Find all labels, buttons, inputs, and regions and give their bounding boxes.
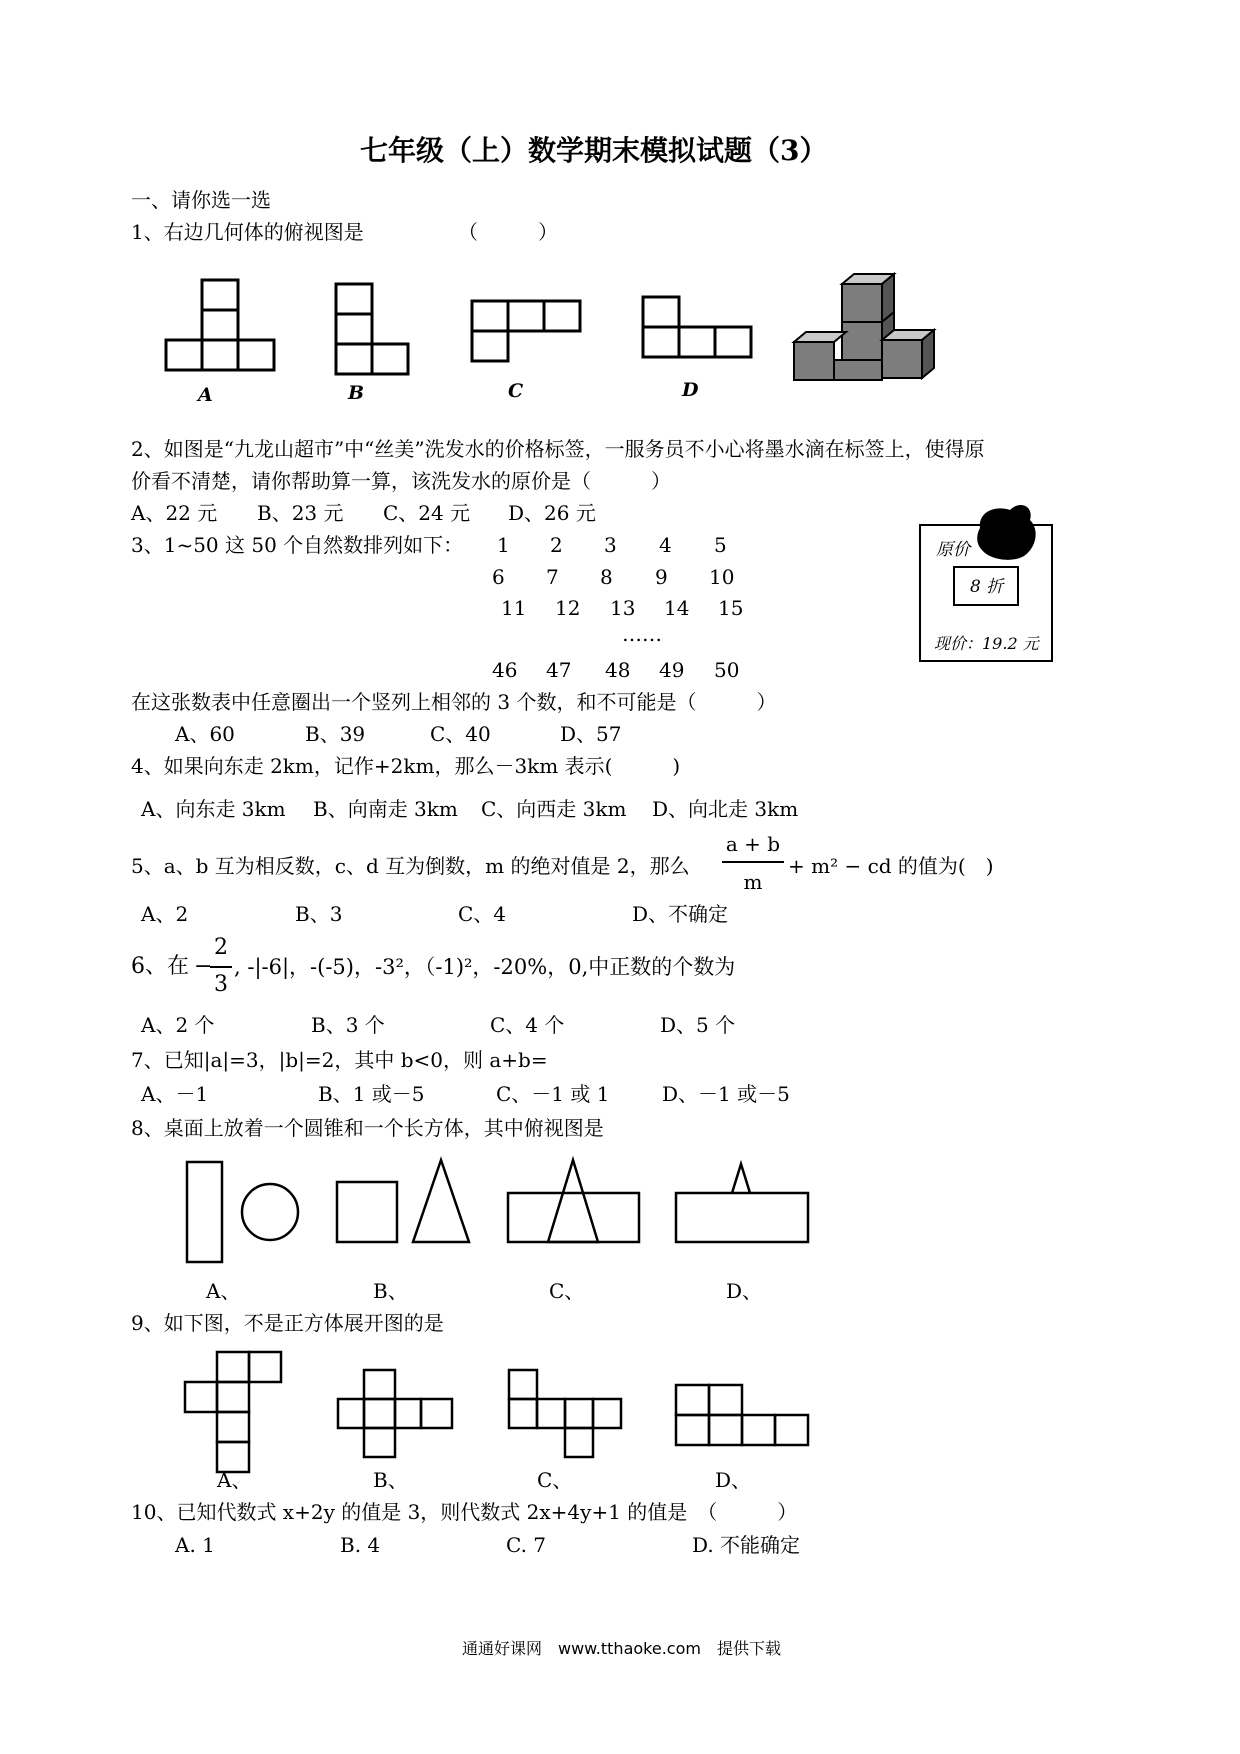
q2-line1: 2、如图是“九龙山超市”中“丝美”洗发水的价格标签，一服务员不小心将墨水滴在标签上，使得原 [131,437,985,461]
q4-option-a: A、向东走 3km [141,797,286,821]
q8-label-d: D、 [726,1279,763,1303]
q3-option-c: C、40 [430,722,491,746]
q3-cell: 48 [605,658,631,682]
q7-option-a: A、－1 [141,1082,209,1106]
q3-cell: 4 [659,533,672,557]
q2-option-a: A、22 元 [131,501,218,525]
q3-cell: 11 [501,596,527,620]
q3-cell: 1 [497,533,510,557]
q3-cell: 49 [659,658,685,682]
q1-stem: 1、右边几何体的俯视图是 [131,220,364,244]
q6-prefix: 6、在 [131,954,189,979]
q2-line2: 价看不清楚，请你帮助算一算，该洗发水的原价是（ ） [131,469,671,493]
q3-cell: 7 [546,565,559,589]
q10-stem: 10、已知代数式 x+2y 的值是 3，则代数式 2x+4y+1 的值是 （ ） [131,1500,798,1524]
q1-label-a: A [198,384,213,406]
q8-label-b: B、 [373,1279,408,1303]
footer-source: 通通好课网 www.tthaoke.com 提供下载 [462,1639,781,1658]
q5-option-a: A、2 [141,902,189,926]
q3-cell: 15 [718,596,744,620]
q5-option-d: D、不确定 [632,902,729,926]
q9-label-a: A、 [217,1468,252,1492]
q4-option-c: C、向西走 3km [481,797,627,821]
q10-option-d: D. 不能确定 [692,1533,801,1557]
q4-stem: 4、如果向东走 2km，记作+2km，那么－3km 表示( ) [131,754,681,778]
q7-stem: 7、已知|a|=3，|b|=2，其中 b<0，则 a+b= [131,1048,548,1072]
q7-option-d: D、－1 或－5 [662,1082,790,1106]
q5-fraction-numerator: a + b [725,832,781,856]
q6-option-c: C、4 个 [490,1013,565,1037]
q6-fraction-numerator: 2 [214,935,228,960]
q5-fraction-denominator: m [743,870,763,894]
q3-cell: 14 [664,596,690,620]
q10-option-b: B. 4 [340,1533,381,1557]
q3-cell: 5 [714,533,727,557]
q5-option-c: C、4 [458,902,507,926]
q3-option-a: A、60 [175,722,235,746]
q7-option-c: C、－1 或 1 [496,1082,610,1106]
q3-cell: 50 [714,658,740,682]
q3-ellipsis: …… [622,622,662,646]
q3-cell: 6 [492,565,505,589]
q9-label-c: C、 [537,1468,573,1492]
q3-cell: 10 [709,565,735,589]
q6-fraction-denominator: 3 [214,972,228,997]
q9-label-b: B、 [373,1468,408,1492]
q3-cell: 9 [655,565,668,589]
q2-option-d: D、26 元 [508,501,596,525]
q3-cell: 46 [492,658,518,682]
price-tag-discount: 8 折 [970,577,1004,597]
q5-tail: + m² − cd 的值为( ) [788,854,994,878]
q9-stem: 9、如下图，不是正方体展开图的是 [131,1311,444,1335]
section-heading: 一、请你选一选 [131,188,271,212]
q6-option-b: B、3 个 [311,1013,385,1037]
q3-cell: 13 [610,596,636,620]
q3-stem: 3、1~50 这 50 个自然数排列如下： [131,533,464,557]
q1-answer-paren: （ ） [458,220,558,244]
q3-cell: 12 [555,596,581,620]
q1-label-d: D [682,379,699,401]
q3-option-b: B、39 [305,722,366,746]
price-tag-current: 现价：19.2 元 [934,634,1039,653]
q8-stem: 8、桌面上放着一个圆锥和一个长方体，其中俯视图是 [131,1116,604,1140]
q5-stem: 5、a、b 互为相反数，c、d 互为倒数，m 的绝对值是 2，那么 [131,854,690,878]
q1-label-b: B [348,382,365,404]
q2-option-b: B、23 元 [257,501,344,525]
q4-option-b: B、向南走 3km [313,797,458,821]
q6-minus: − [194,954,213,979]
q3-line2: 在这张数表中任意圈出一个竖列上相邻的 3 个数，和不可能是（ ） [131,690,777,714]
q10-option-c: C. 7 [506,1533,547,1557]
q3-option-d: D、57 [560,722,622,746]
q8-label-c: C、 [549,1279,585,1303]
q6-option-a: A、2 个 [141,1013,215,1037]
q3-cell: 2 [550,533,563,557]
q1-label-c: C [508,380,524,402]
q2-option-c: C、24 元 [383,501,471,525]
q6-option-d: D、5 个 [660,1013,736,1037]
q4-option-d: D、向北走 3km [652,797,799,821]
q3-cell: 3 [604,533,617,557]
q10-option-a: A. 1 [175,1533,215,1557]
q6-tail: , -|-6|，-(-5)，-3²，（-1)²，-20%，0,中正数的个数为 [234,955,736,979]
q3-cell: 47 [546,658,572,682]
q7-option-b: B、1 或－5 [318,1082,425,1106]
q5-option-b: B、3 [295,902,343,926]
q8-label-a: A、 [206,1279,241,1303]
q3-cell: 8 [600,565,613,589]
page-title: 七年级（上）数学期末模拟试题（3） [360,134,828,167]
price-tag-original: 原价 [936,540,970,560]
q9-label-d: D、 [715,1468,752,1492]
